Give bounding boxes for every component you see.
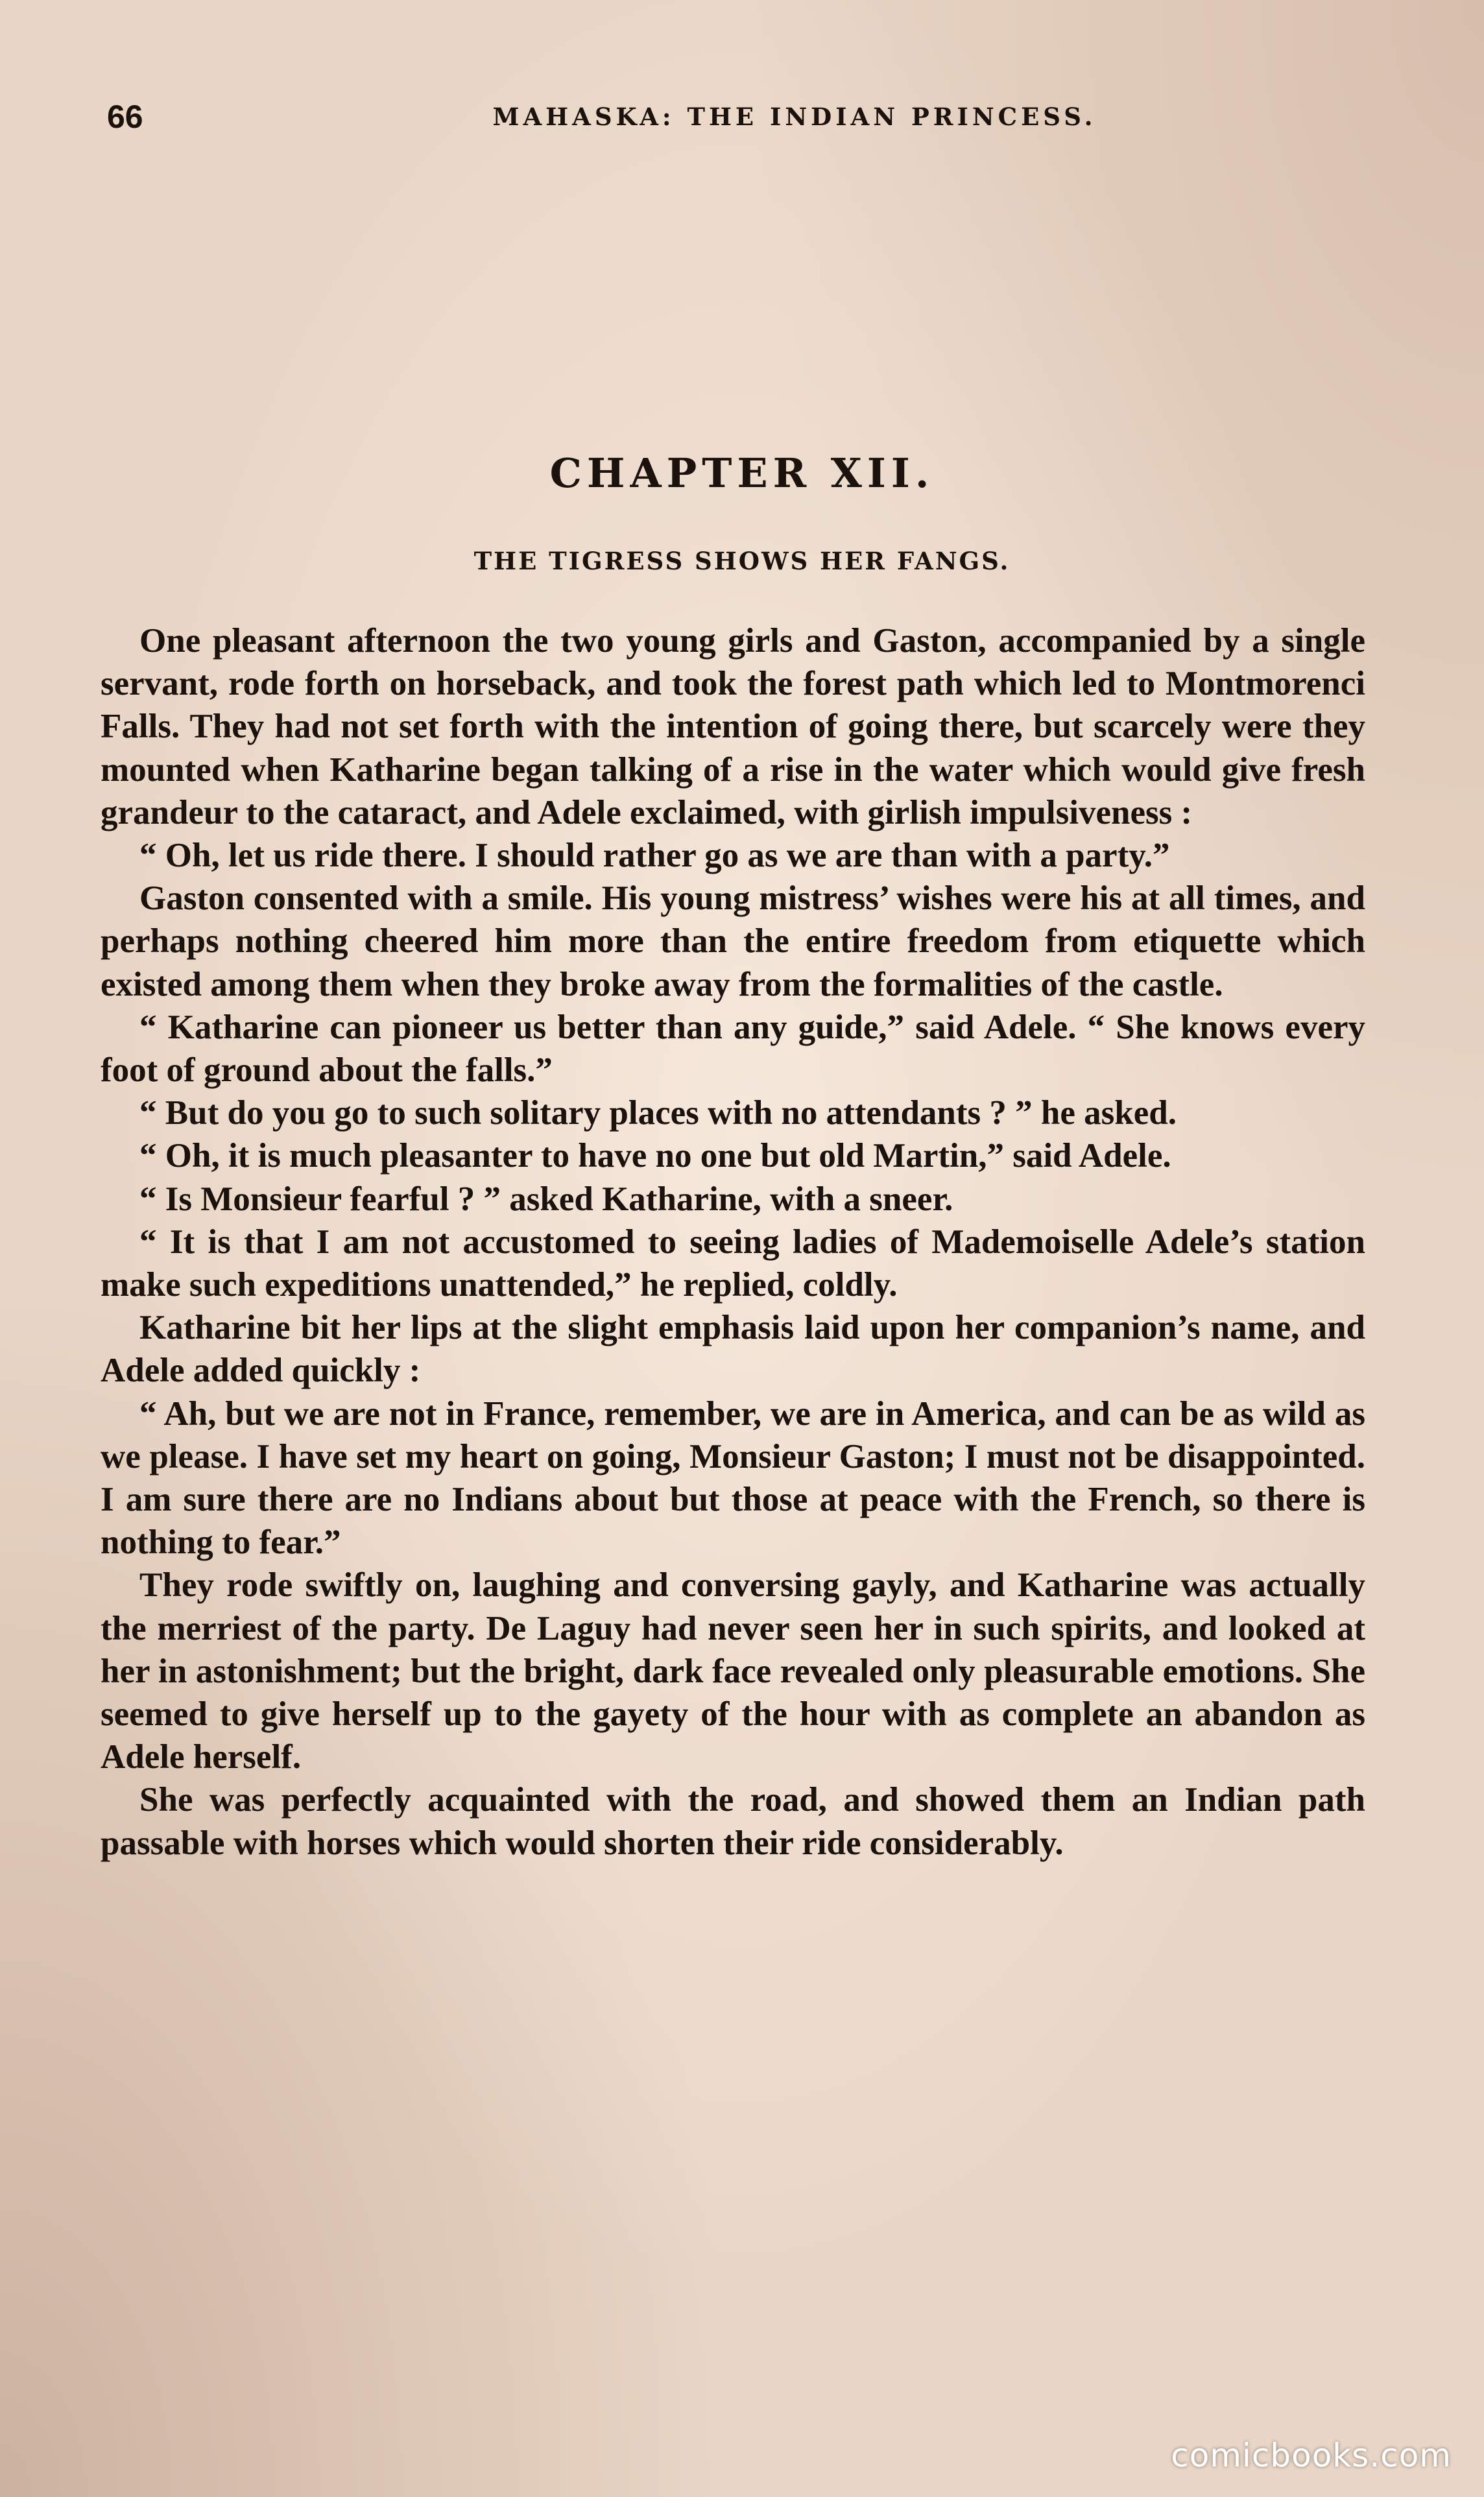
body-text [101, 619, 1365, 2280]
paragraph: “ It is that I am not accustomed to seeing ladies of Mademoiselle Adele’s station make such expeditions unattended,” he replied, coldly. [101, 1223, 1365, 1304]
running-header [107, 91, 1378, 143]
paragraph: “ But do you go to such solitary places with no attendants ? ” he asked. [139, 1094, 1177, 1132]
watermark: comicbooks.com [1171, 2437, 1452, 2474]
chapter-title: CHAPTER XII. [549, 449, 935, 497]
paragraph: “ Is Monsieur fearful ? ” asked Katharine, with a sneer. [139, 1180, 953, 1218]
paragraph: “ Ah, but we are not in France, remember, we are in America, and can be as wild as we please. I have set my heart on going, Monsieur Gaston; I must not be disappointed. I am sure there are no Indians about but those at peace with the French, so there is nothing to fear.” [101, 1394, 1365, 1562]
page-number: 66 [107, 99, 143, 135]
chapter-subtitle: THE TIGRESS SHOWS HER FANGS. [473, 547, 1011, 575]
paragraph: They rode swiftly on, laughing and conversing gayly, and Katharine was actually the merriest of the party. De Laguy had never seen her in such spirits, and looked at her in astonishment; but the bright, dark face revealed only pleasurable emotions. She seemed to give herself up to the gayety of the hour with as complete an abandon as Adele herself. [101, 1566, 1365, 1776]
paragraph: “ Katharine can pioneer us better than any guide,” said Adele. “ She knows every foot of ground about the falls.” [101, 1008, 1365, 1090]
paragraph: Katharine bit her lips at the slight emphasis laid upon her companion’s name, and Adele added quickly : [101, 1309, 1365, 1390]
paragraph: One pleasant afternoon the two young girls and Gaston, accompanied by a single servant, rode forth on horseback, and took the forest path which led to Montmorenci Falls. They had not set forth with the intention of going there, but scarcely were they mounted when Katharine began talking of a rise in the water which would give fresh grandeur to the cataract, and Adele exclaimed, with girlish impulsiveness : [101, 622, 1365, 831]
book-title: MAHASKA: THE INDIAN PRINCESS. [492, 102, 1097, 131]
paragraph: “ Oh, it is much pleasanter to have no one but old Martin,” said Adele. [139, 1137, 1171, 1175]
paragraph: She was perfectly acquainted with the road, and showed them an Indian path passable with horses which would shorten their ride considerably. [101, 1781, 1365, 1862]
paragraph: Gaston consented with a smile. His young mistress’ wishes were his at all times, and perhaps nothing cheered him more than the entire freedom from etiquette which existed among them when they broke away from the formalities of the castle. [101, 879, 1365, 1003]
paragraph: “ Oh, let us ride there. I should rather go as we are than with a party.” [139, 837, 1170, 875]
